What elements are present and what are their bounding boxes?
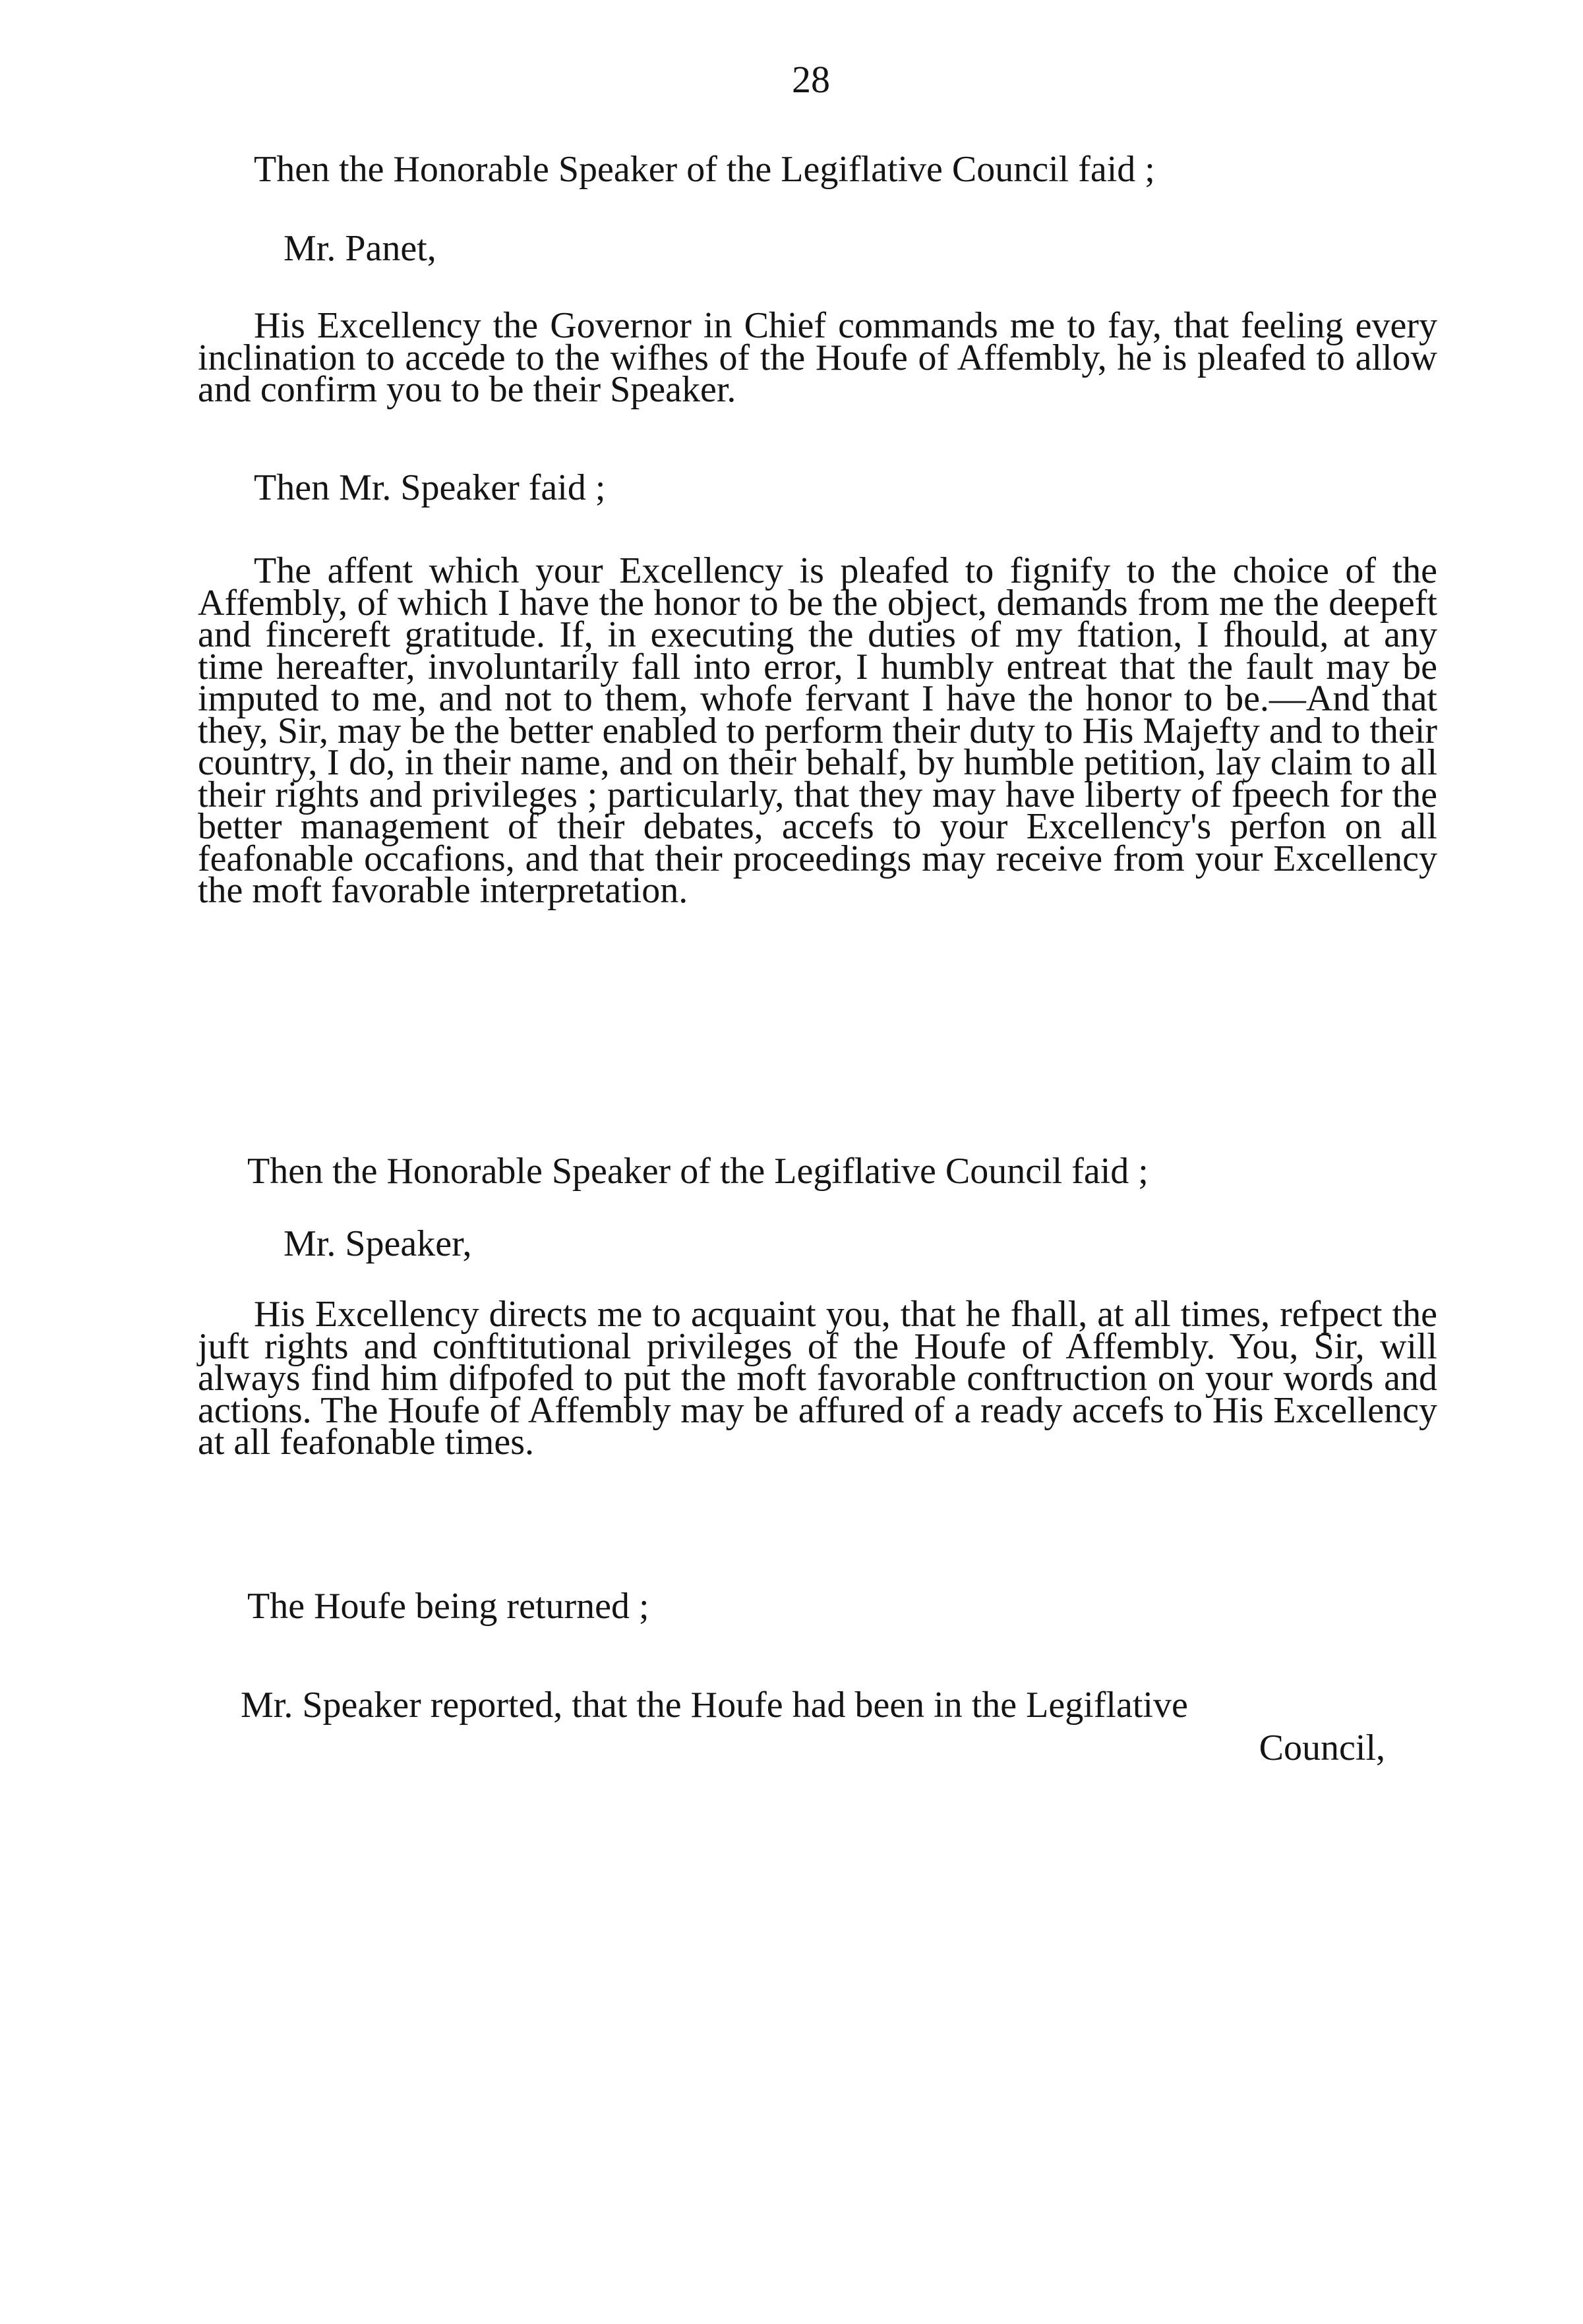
intro-paragraph-4: The Houfe being returned ; (247, 1586, 649, 1627)
speaker-reply-paragraph: The affent which your Excellency is pleafed to fignify to the choice of the Affembly, of which I have the honor to be the object, demands from me the deepeft and fincereft gratitude. If, in executing the duties of my ftation, I fhould, at any time hereafter, involuntarily fall into error, I humbly entreat that the fault may be imputed to me, and not to them, whofe fervant I have the honor to be.—And that they, Sir, may be the better enabled to perform their duty to His Majefty and to their country, I do, in their name, and on their behalf, by humble petition, lay claim to all their rights and privileges ; particularly, that they may have liberty of fpeech for the better management of their debates, accefs to your Excellency's perfon on all feafonable occafions, and that their proceedings may receive from your Excellency the moft favorable interpretation. (198, 550, 1437, 911)
governor-confirmation-paragraph: His Excellency the Governor in Chief commands me to fay, that feeling every inclination to accede to the wifhes of the Houfe of Affembly, he is pleafed to allow and confirm you to be their Speaker. (198, 305, 1437, 410)
salutation-speaker: Mr. Speaker, (284, 1223, 472, 1264)
page-number: 28 (792, 58, 830, 101)
intro-paragraph-3: Then the Honorable Speaker of the Legiflative Council faid ; (247, 1151, 1149, 1192)
report-paragraph: Mr. Speaker reported, that the Houfe had been in the Legiflative (241, 1685, 1188, 1726)
catchword: Council, (1259, 1728, 1385, 1768)
intro-paragraph-2: Then Mr. Speaker faid ; (254, 467, 606, 508)
salutation-panet: Mr. Panet, (284, 228, 436, 269)
intro-paragraph-1: Then the Honorable Speaker of the Legiflative Council faid ; (254, 149, 1155, 190)
governor-response-paragraph: His Excellency directs me to acquaint you, that he fhall, at all times, refpect the juft rights and conftitutional privileges of the Houfe of Affembly. You, Sir, will always find him difpofed to put the moft favorable conftruction on your words and actions. The Houfe of Affembly may be affured of a ready accefs to His Excellency at all feafonable times. (198, 1294, 1437, 1463)
